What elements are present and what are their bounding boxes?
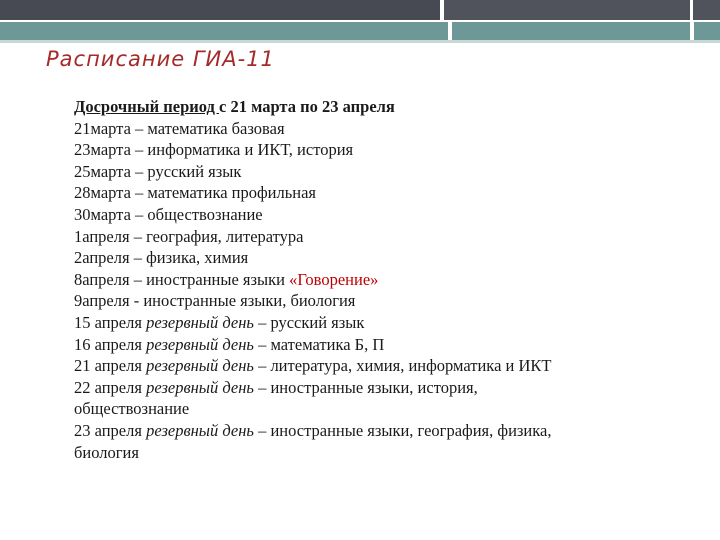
exam-subjects: – русский язык <box>253 312 365 332</box>
top-bar-divider <box>690 0 693 20</box>
separator: - <box>129 291 144 311</box>
heading-period-label: Досрочный период <box>74 97 220 116</box>
reserve-line <box>74 334 694 356</box>
exam-subjects: иностранные языки <box>146 269 290 289</box>
heading-period-range: с 21 марта по 23 апреля <box>219 97 395 116</box>
exam-subjects: русский язык <box>147 161 242 181</box>
reserve-line-continuation: обществознание <box>74 399 190 419</box>
schedule-line <box>74 182 694 204</box>
exam-subjects: физика, химия <box>146 248 249 268</box>
teal-bar-divider <box>690 22 694 40</box>
separator: – <box>130 118 148 138</box>
exam-date: 15 апреля <box>74 312 147 332</box>
speaking-highlight: «Говорение» <box>289 269 379 289</box>
reserve-day-label: резервный день <box>146 312 254 332</box>
schedule-line <box>74 290 694 312</box>
slide-title: Расписание ГИА-11 <box>46 47 275 71</box>
exam-subjects: информатика и ИКТ, история <box>147 140 354 160</box>
schedule-list <box>74 96 694 463</box>
exam-subjects: – литература, химия, информатика и ИКТ <box>253 356 552 376</box>
exam-subjects: – математика Б, П <box>253 334 385 354</box>
schedule-line <box>74 269 694 291</box>
reserve-day-label: резервный день <box>146 334 254 354</box>
exam-subjects: математика профильная <box>147 183 317 203</box>
top-decorative-bar <box>0 0 720 20</box>
exam-subjects: иностранные языки, биология <box>143 291 356 311</box>
exam-date: 2апреля <box>74 248 130 268</box>
reserve-line <box>74 312 694 334</box>
exam-date: 21 апреля <box>74 356 147 376</box>
exam-date: 23марта <box>74 140 131 160</box>
exam-subjects: математика базовая <box>147 118 285 138</box>
exam-subjects: обществознание <box>147 204 263 224</box>
teal-decorative-bar <box>0 22 720 40</box>
exam-date: 1апреля <box>74 226 130 246</box>
schedule-heading <box>74 96 694 118</box>
separator: – <box>129 248 147 268</box>
exam-subjects: – иностранные языки, история, <box>253 377 478 397</box>
exam-date: 22 апреля <box>74 377 147 397</box>
separator: – <box>129 269 147 289</box>
schedule-line <box>74 226 694 248</box>
exam-subjects: – иностранные языки, география, физика, <box>253 420 552 440</box>
exam-subjects: география, литература <box>146 226 304 246</box>
exam-date: 8апреля <box>74 269 130 289</box>
separator: – <box>129 226 147 246</box>
top-bar-segment <box>0 0 440 20</box>
separator: – <box>130 161 148 181</box>
schedule-line <box>74 139 694 161</box>
top-bar-segment <box>444 0 720 20</box>
exam-date: 9апреля <box>74 291 130 311</box>
exam-date: 25марта <box>74 161 131 181</box>
exam-date: 28марта <box>74 183 131 203</box>
exam-date: 23 апреля <box>74 420 147 440</box>
exam-date: 21марта <box>74 118 131 138</box>
separator: – <box>130 140 148 160</box>
exam-date: 30марта <box>74 204 131 224</box>
reserve-day-label: резервный день <box>146 420 254 440</box>
reserve-line-continuation: биология <box>74 442 139 462</box>
header-underline <box>0 40 720 43</box>
separator: – <box>130 183 148 203</box>
reserve-day-label: резервный день <box>146 356 254 376</box>
exam-date: 16 апреля <box>74 334 147 354</box>
schedule-line <box>74 118 694 140</box>
schedule-line <box>74 161 694 183</box>
separator: – <box>130 204 148 224</box>
teal-bar-divider <box>448 22 452 40</box>
schedule-line <box>74 204 694 226</box>
reserve-line <box>74 377 694 399</box>
schedule-line <box>74 247 694 269</box>
reserve-line <box>74 355 694 377</box>
reserve-line <box>74 420 694 442</box>
reserve-day-label: резервный день <box>146 377 254 397</box>
